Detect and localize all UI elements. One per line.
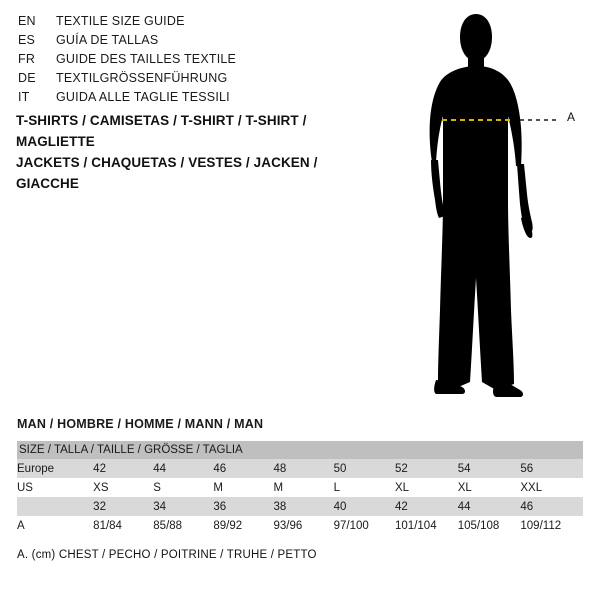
table-header-cell: SIZE / TALLA / TAILLE / GRÖSSE / TAGLIA [17,441,583,459]
table-row [17,516,583,535]
cell: 54 [458,459,521,478]
garment-categories [16,110,376,194]
cell: 42 [93,459,153,478]
cell: S [153,478,213,497]
cell: XS [93,478,153,497]
cell: 101/104 [395,516,458,535]
cell: 46 [213,459,273,478]
legend-language-text: TEXTILGRÖSSENFÜHRUNG [56,71,228,85]
cell: 44 [458,497,521,516]
cell: XL [458,478,521,497]
cell: 38 [274,497,334,516]
cell: 40 [334,497,395,516]
row-label [17,497,93,516]
legend-language-text: GUIDA ALLE TAGLIE TESSILI [56,90,230,104]
cell: 34 [153,497,213,516]
legend-row [18,71,348,90]
cell: M [274,478,334,497]
cell: 109/112 [520,516,583,535]
cell: 46 [520,497,583,516]
size-table-wrapper [17,441,583,535]
row-label: US [17,478,93,497]
legend-language-text: GUÍA DE TALLAS [56,33,159,47]
row-label: A [17,516,93,535]
table-row [17,497,583,516]
legend-row [18,33,348,52]
cell: 81/84 [93,516,153,535]
table-header-row [17,441,583,459]
legend-language-code: ES [18,33,36,47]
cell: 93/96 [274,516,334,535]
cell: L [334,478,395,497]
measurement-footnote: A. (cm) CHEST / PECHO / POITRINE / TRUHE / PETTO [17,549,317,561]
cell: 36 [213,497,273,516]
cell: 97/100 [334,516,395,535]
row-label: Europe [17,459,93,478]
cell: 89/92 [213,516,273,535]
cell: 50 [334,459,395,478]
cell: 105/108 [458,516,521,535]
cell: 52 [395,459,458,478]
language-legend [18,14,348,109]
cell: 44 [153,459,213,478]
cell: 56 [520,459,583,478]
cell: XXL [520,478,583,497]
category-jackets: JACKETS / CHAQUETAS / VESTES / JACKEN / GIACCHE [16,155,318,191]
cell: 48 [274,459,334,478]
category-tshirts: T-SHIRTS / CAMISETAS / T-SHIRT / T-SHIRT / MAGLIETTE [16,113,307,149]
cell: 32 [93,497,153,516]
legend-row [18,90,348,109]
table-row [17,478,583,497]
legend-row [18,14,348,33]
legend-language-code: FR [18,52,36,66]
male-silhouette-figure [400,10,600,410]
legend-language-code: DE [18,71,36,85]
cell: XL [395,478,458,497]
cell: M [213,478,273,497]
size-table [17,441,583,535]
legend-language-text: GUIDE DES TAILLES TEXTILE [56,52,237,66]
legend-language-code: IT [18,90,30,104]
legend-language-text: TEXTILE SIZE GUIDE [56,14,185,28]
cell: 85/88 [153,516,213,535]
legend-language-code: EN [18,14,36,28]
table-row [17,459,583,478]
section-title-man: MAN / HOMBRE / HOMME / MANN / MAN [17,417,264,431]
cell: 42 [395,497,458,516]
chest-measure-label: A [567,110,576,124]
legend-row [18,52,348,71]
